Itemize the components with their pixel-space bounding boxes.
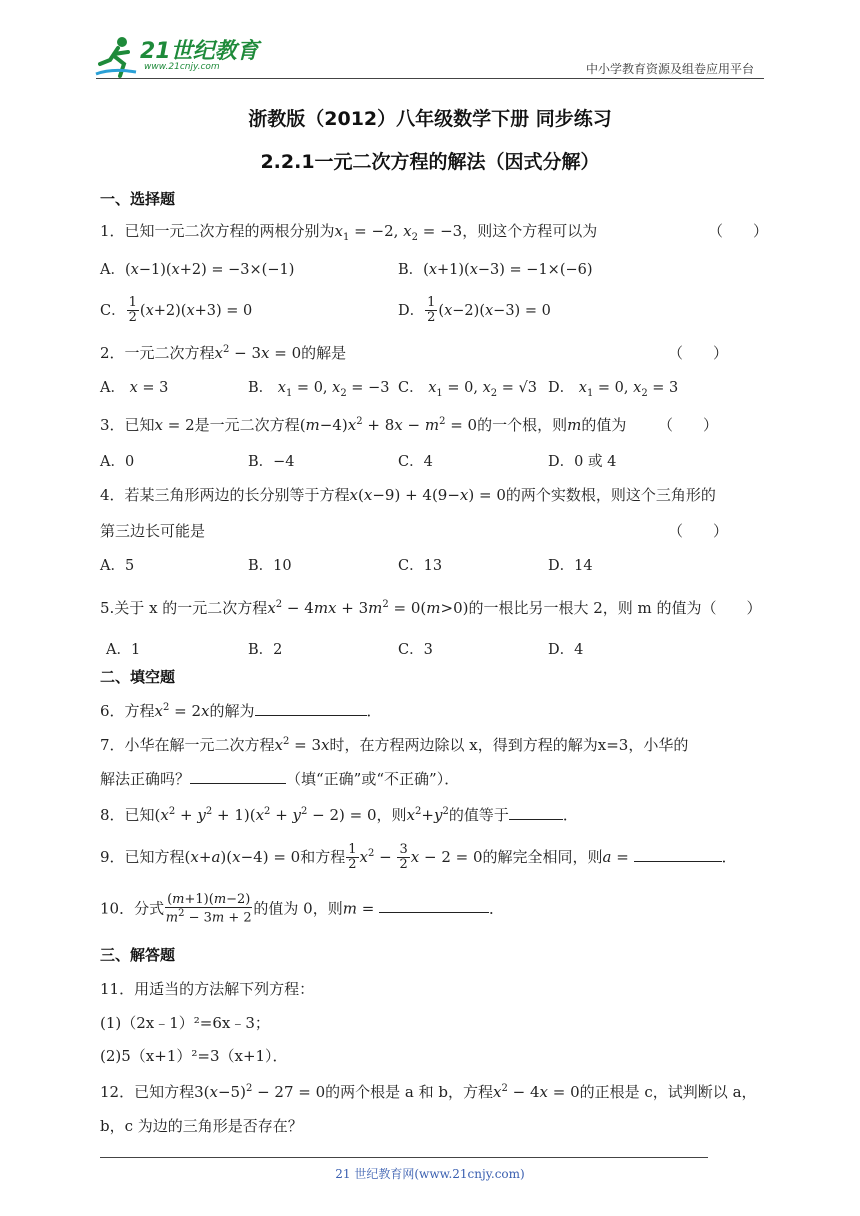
question-3: 3．已知x = 2是一元二次方程$(m-4)x^2 + 8x - m^2 = 0$的一个根，则m的值为	[100, 416, 627, 434]
q5-option-b[interactable]: B．2	[248, 642, 283, 658]
section-choice: 一、选择题	[100, 190, 176, 208]
answer-paren-3: （ ）	[658, 416, 719, 434]
q1-option-b[interactable]: B．(x+1)(x−3) = −1×(−6)	[398, 262, 593, 278]
site-logo	[92, 34, 272, 80]
question-6: 6．方程$x^2 = 2x$的解为 ．	[100, 702, 382, 720]
question-11-part2: (2)5（x+1）²=3（x+1）．	[100, 1047, 288, 1065]
answer-blank-7[interactable]	[190, 769, 286, 784]
q4-option-c[interactable]: C．13	[398, 558, 443, 574]
logo-url: www.21cnjy.com	[144, 62, 220, 72]
question-4-line2: 第三边长可能是	[100, 522, 206, 540]
page-title: 浙教版（2012）八年级数学下册 同步练习	[248, 108, 612, 130]
answer-paren-2: （ ）	[668, 344, 729, 362]
header-divider	[96, 78, 764, 79]
q2-option-d[interactable]: D． $x_1 = 0$, $x_2 = 3$	[548, 380, 679, 399]
footer-divider	[100, 1157, 708, 1158]
question-8: 8．已知$(x^2 + y^2 + 1)(x^2 + y^2 - 2) = 0$，则$x^2+y^2$的值等于 ．	[100, 806, 578, 824]
section-fill: 二、填空题	[100, 668, 176, 686]
question-5: 5.关于 x 的一元二次方程$x^2 - 4mx + 3m^2 = 0(m>0)$的一根比另一根大 2，则 m 的值为（ ）	[100, 599, 762, 617]
question-11-part1: (1)（2x﹣1）²=6x﹣3；	[100, 1014, 270, 1032]
question-12-line2: b，c 为边的三角形是否存在？	[100, 1117, 303, 1135]
q5-option-a[interactable]: A．1	[106, 642, 141, 658]
q4-option-d[interactable]: D．14	[548, 558, 593, 574]
q3-option-d[interactable]: D．0 或 4	[548, 454, 617, 470]
question-12: 12．已知方程$3(x-5)^2 - 27 = 0$的两个根是 a 和 b，方程$x^2 - 4x = 0$的正根是 c，试判断以 a，	[100, 1083, 757, 1101]
logo-text: 21世纪教育	[140, 39, 259, 64]
q5-option-d[interactable]: D．4	[548, 642, 584, 658]
question-9: 9．已知方程(x+a)(x−4) = 0和方程 $\frac{1}{2}$ $x^2$ − $\frac{3}{2}$ x − 2 = 0的解完全相同，则a = ．	[100, 842, 737, 873]
page-subtitle: 2.2.1一元二次方程的解法（因式分解）	[260, 151, 600, 173]
runner-logo-icon	[92, 34, 142, 80]
section-solve: 三、解答题	[100, 946, 176, 964]
question-2: 2．一元二次方程$x^2 - 3x = 0$的解是	[100, 344, 347, 362]
header-platform-text: 中小学教育资源及组卷应用平台	[585, 62, 754, 76]
q5-option-c[interactable]: C．3	[398, 642, 433, 658]
answer-paren-1: （ ）	[708, 222, 769, 240]
q3-option-c[interactable]: C．4	[398, 454, 433, 470]
q1-option-a[interactable]: A．(x−1)(x+2) = −3×(−1)	[100, 262, 295, 278]
q4-option-a[interactable]: A．5	[100, 558, 135, 574]
question-11: 11．用适当的方法解下列方程：	[100, 980, 315, 998]
question-7-line2: 解法正确吗？ （填“正确”或“不正确”）．	[100, 770, 460, 788]
q2-option-b[interactable]: B． $x_1 = 0$, $x_2 = -3$	[248, 380, 390, 399]
q2-option-c[interactable]: C． $x_1 = 0$, $x_2 = √3$	[398, 380, 537, 399]
q4-option-b[interactable]: B．10	[248, 558, 292, 574]
question-10: 10．分式 $\frac{(m+1)(m-2)}{m^2 - 3m + 2}$ 的值为 0，则m = ．	[100, 892, 505, 926]
q1-option-d[interactable]: D． $\frac{1}{2}$ (x−2)(x−3) = 0	[398, 295, 551, 326]
question-7: 7．小华在解一元二次方程$x^2 = 3x$时，在方程两边除以 x，得到方程的解为x=3，小华的	[100, 736, 689, 754]
answer-blank-10[interactable]	[379, 898, 489, 913]
question-4: 4．若某三角形两边的长分别等于方程x(x−9) + 4(9−x) = 0的两个实数根，则这个三角形的	[100, 486, 716, 504]
question-1: 1．已知一元二次方程的两根分别为$x_1 = -2$, $x_2 = -3$，则这个方程可以为	[100, 222, 598, 243]
answer-blank-6[interactable]	[255, 701, 367, 716]
q3-option-b[interactable]: B．−4	[248, 454, 295, 470]
q2-option-a[interactable]: A． x = 3	[100, 380, 169, 396]
footer-link[interactable]: 21 世纪教育网(www.21cnjy.com)	[335, 1167, 525, 1181]
q1-option-c[interactable]: C． $\frac{1}{2}$ (x+2)(x+3) = 0	[100, 295, 253, 326]
q3-option-a[interactable]: A．0	[100, 454, 135, 470]
answer-blank-9[interactable]	[634, 847, 722, 862]
answer-blank-8[interactable]	[509, 805, 563, 820]
answer-paren-4: （ ）	[668, 522, 729, 540]
